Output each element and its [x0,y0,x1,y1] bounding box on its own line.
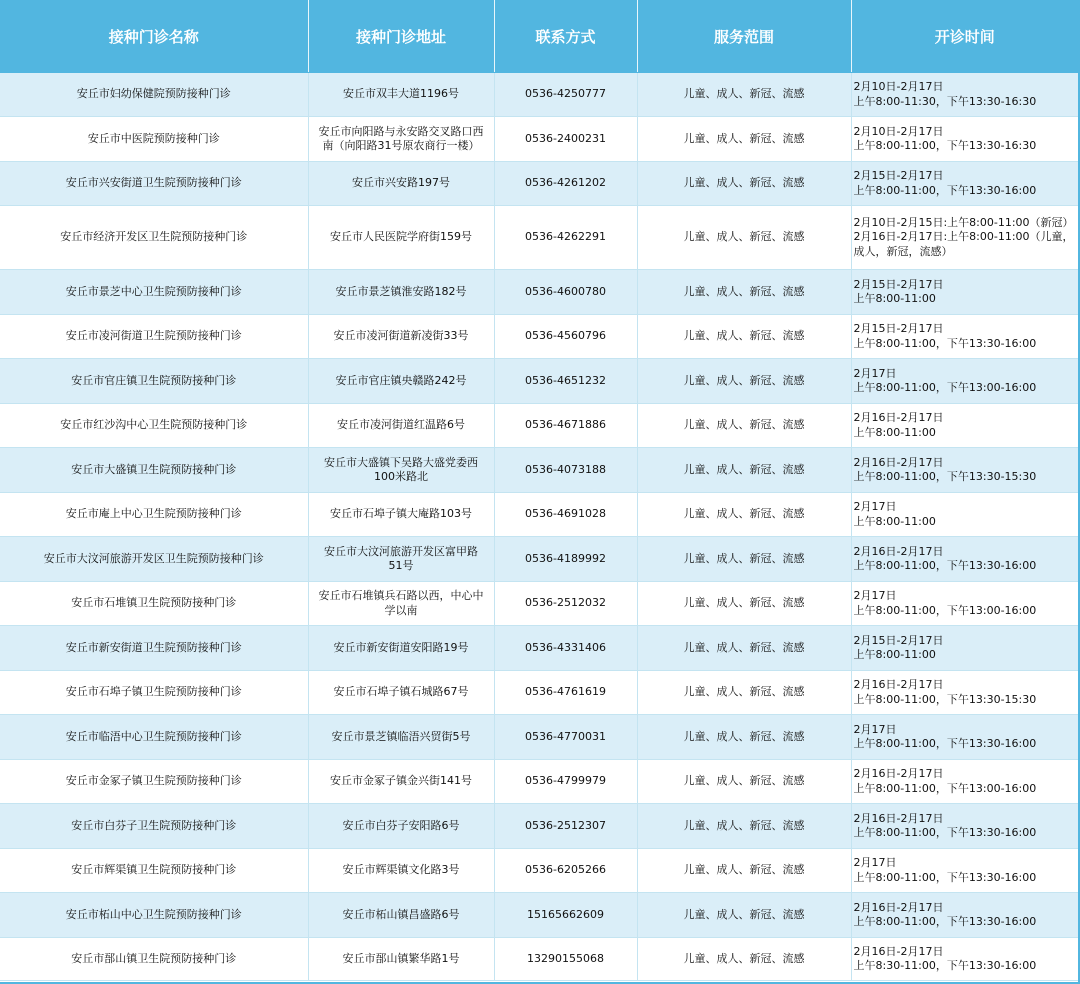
opening-time-line: 上午8:00-11:00 [853,425,936,439]
clinic-address-cell: 安丘市大汶河旅游开发区富甲路51号 [308,537,494,582]
opening-time-line: 上午8:00-11:00，下午13:30-16:00 [853,915,1037,928]
clinic-address-cell: 安丘市景芝镇临浯兴贸街5号 [308,715,494,760]
service-scope-cell: 儿童、成人、新冠、流感 [637,315,851,359]
opening-time-cell [851,117,1078,162]
opening-time-cell [851,582,1078,626]
table-row [0,804,1078,849]
service-scope-cell: 儿童、成人、新冠、流感 [637,448,851,493]
table-row [0,270,1078,315]
header-row [0,0,1078,73]
contact-phone-cell: 0536-4073188 [494,448,637,493]
service-scope-cell: 儿童、成人、新冠、流感 [637,359,851,404]
opening-time-line: 2月17日 [853,856,897,869]
header-contact: 联系方式 [494,0,637,73]
opening-time-line: 上午8:00-11:00，下午13:30-16:00 [853,336,1037,350]
table-row [0,162,1078,206]
table-row [0,849,1078,893]
contact-phone-cell: 0536-4671886 [494,404,637,448]
opening-time-cell [851,359,1078,404]
opening-time-cell [851,626,1078,671]
clinic-name-cell: 安丘市中医院预防接种门诊 [0,117,308,162]
opening-time-line: 2月15日-2月17日 [853,322,944,335]
table-body [0,73,1078,981]
table-row [0,493,1078,537]
contact-phone-cell: 0536-4799979 [494,760,637,804]
clinic-name-cell: 安丘市庵上中心卫生院预防接种门诊 [0,493,308,537]
opening-time-line: 2月16日-2月17日 [853,811,944,825]
opening-time-line: 2月16日-2月17日:上午8:00-11:00（儿童，成人，新冠，流感） [853,230,1074,258]
table-row [0,73,1078,117]
opening-time-line: 2月16日-2月17日 [853,767,944,780]
clinic-name-cell: 安丘市官庄镇卫生院预防接种门诊 [0,359,308,404]
clinic-address-cell: 安丘市金冢子镇金兴街141号 [308,760,494,804]
opening-time-cell [851,206,1078,270]
opening-time-cell [851,671,1078,715]
table-row [0,626,1078,671]
clinic-address-cell: 安丘市官庄镇央赣路242号 [308,359,494,404]
opening-time-line: 2月16日-2月17日 [853,678,944,691]
opening-time-line: 2月17日 [853,722,897,736]
contact-phone-cell: 15165662609 [494,893,637,938]
contact-phone-cell: 0536-4761619 [494,671,637,715]
clinic-name-cell: 安丘市经济开发区卫生院预防接种门诊 [0,206,308,270]
service-scope-cell: 儿童、成人、新冠、流感 [637,671,851,715]
opening-time-line: 2月16日-2月17日 [853,900,944,914]
opening-time-cell [851,537,1078,582]
opening-time-cell [851,315,1078,359]
opening-time-line: 上午8:00-11:00，下午13:30-16:00 [853,870,1037,884]
opening-time-cell [851,849,1078,893]
opening-time-line: 上午8:00-11:00，下午13:30-16:30 [853,139,1037,152]
opening-time-line: 上午8:00-11:00 [853,514,936,528]
opening-time-line: 2月16日-2月17日 [853,411,944,424]
opening-time-cell [851,715,1078,760]
opening-time-line: 2月15日-2月17日 [853,277,944,291]
table-header [0,0,1078,73]
contact-phone-cell: 0536-4331406 [494,626,637,671]
opening-time-line: 2月16日-2月17日 [853,455,944,469]
opening-time-cell [851,893,1078,938]
service-scope-cell: 儿童、成人、新冠、流感 [637,582,851,626]
header-opening-time: 开诊时间 [851,0,1078,73]
service-scope-cell: 儿童、成人、新冠、流感 [637,404,851,448]
clinic-address-cell: 安丘市大盛镇下吴路大盛党委西100米路北 [308,448,494,493]
service-scope-cell: 儿童、成人、新冠、流感 [637,804,851,849]
opening-time-line: 2月15日-2月17日 [853,633,944,647]
opening-time-cell [851,760,1078,804]
opening-time-line: 2月10日-2月17日 [853,80,944,93]
table-row [0,448,1078,493]
clinic-address-cell: 安丘市凌河街道红温路6号 [308,404,494,448]
table-row [0,760,1078,804]
opening-time-line: 2月16日-2月17日 [853,944,944,958]
clinic-address-cell: 安丘市郚山镇繁华路1号 [308,938,494,981]
clinic-name-cell: 安丘市妇幼保健院预防接种门诊 [0,73,308,117]
table-row [0,206,1078,270]
clinic-name-cell: 安丘市石埠子镇卫生院预防接种门诊 [0,671,308,715]
table-row [0,117,1078,162]
clinic-address-cell: 安丘市辉渠镇文化路3号 [308,849,494,893]
opening-time-line: 2月17日 [853,366,897,380]
contact-phone-cell: 0536-6205266 [494,849,637,893]
opening-time-line: 上午8:00-11:30，下午13:30-16:30 [853,94,1037,108]
service-scope-cell: 儿童、成人、新冠、流感 [637,117,851,162]
clinic-address-cell: 安丘市双丰大道1196号 [308,73,494,117]
service-scope-cell: 儿童、成人、新冠、流感 [637,73,851,117]
opening-time-line: 上午8:00-11:00，下午13:30-15:30 [853,692,1037,706]
table-row [0,404,1078,448]
clinic-address-cell: 安丘市石埠子镇石城路67号 [308,671,494,715]
opening-time-line: 上午8:00-11:00 [853,648,936,661]
opening-time-cell [851,448,1078,493]
contact-phone-cell: 0536-4262291 [494,206,637,270]
clinic-name-cell: 安丘市石堆镇卫生院预防接种门诊 [0,582,308,626]
service-scope-cell: 儿童、成人、新冠、流感 [637,715,851,760]
service-scope-cell: 儿童、成人、新冠、流感 [637,162,851,206]
table-row [0,938,1078,981]
contact-phone-cell: 0536-4691028 [494,493,637,537]
contact-phone-cell: 0536-4600780 [494,270,637,315]
opening-time-line: 上午8:00-11:00，下午13:30-16:00 [853,183,1037,197]
contact-phone-cell: 0536-2512307 [494,804,637,849]
clinic-name-cell: 安丘市郚山镇卫生院预防接种门诊 [0,938,308,981]
clinic-address-cell: 安丘市人民医院学府街159号 [308,206,494,270]
service-scope-cell: 儿童、成人、新冠、流感 [637,893,851,938]
opening-time-line: 上午8:00-11:00，下午13:00-16:00 [853,781,1037,795]
contact-phone-cell: 0536-4189992 [494,537,637,582]
clinic-name-cell: 安丘市景芝中心卫生院预防接种门诊 [0,270,308,315]
header-clinic-address: 接种门诊地址 [308,0,494,73]
service-scope-cell: 儿童、成人、新冠、流感 [637,537,851,582]
clinic-name-cell: 安丘市辉渠镇卫生院预防接种门诊 [0,849,308,893]
opening-time-line: 2月10日-2月17日 [853,124,944,138]
clinic-name-cell: 安丘市兴安街道卫生院预防接种门诊 [0,162,308,206]
contact-phone-cell: 0536-2512032 [494,582,637,626]
contact-phone-cell: 13290155068 [494,938,637,981]
opening-time-cell [851,804,1078,849]
service-scope-cell: 儿童、成人、新冠、流感 [637,849,851,893]
opening-time-line: 上午8:00-11:00，下午13:00-16:00 [853,603,1037,617]
opening-time-line: 上午8:00-11:00，下午13:30-16:00 [853,559,1037,572]
clinic-address-cell: 安丘市柘山镇昌盛路6号 [308,893,494,938]
header-clinic-name: 接种门诊名称 [0,0,308,73]
contact-phone-cell: 0536-4250777 [494,73,637,117]
opening-time-line: 2月17日 [853,589,897,602]
opening-time-line: 上午8:00-11:00，下午13:30-16:00 [853,826,1037,839]
opening-time-cell [851,404,1078,448]
service-scope-cell: 儿童、成人、新冠、流感 [637,760,851,804]
table-row [0,671,1078,715]
header-service-scope: 服务范围 [637,0,851,73]
contact-phone-cell: 0536-4560796 [494,315,637,359]
table-row [0,537,1078,582]
opening-time-cell [851,493,1078,537]
contact-phone-cell: 0536-4770031 [494,715,637,760]
service-scope-cell: 儿童、成人、新冠、流感 [637,206,851,270]
opening-time-cell [851,162,1078,206]
service-scope-cell: 儿童、成人、新冠、流感 [637,626,851,671]
opening-time-line: 2月17日 [853,500,897,513]
opening-time-line: 上午8:00-11:00 [853,292,936,305]
clinic-address-cell: 安丘市兴安路197号 [308,162,494,206]
table-row [0,715,1078,760]
opening-time-line: 上午8:00-11:00，下午13:30-16:00 [853,737,1037,750]
table-row [0,582,1078,626]
clinic-name-cell: 安丘市新安街道卫生院预防接种门诊 [0,626,308,671]
opening-time-line: 上午8:00-11:00，下午13:00-16:00 [853,381,1037,394]
opening-time-line: 上午8:00-11:00，下午13:30-15:30 [853,470,1037,483]
service-scope-cell: 儿童、成人、新冠、流感 [637,938,851,981]
contact-phone-cell: 0536-4261202 [494,162,637,206]
clinic-name-cell: 安丘市金冢子镇卫生院预防接种门诊 [0,760,308,804]
clinic-address-cell: 安丘市向阳路与永安路交叉路口西南（向阳路31号原农商行一楼） [308,117,494,162]
clinic-name-cell: 安丘市大汶河旅游开发区卫生院预防接种门诊 [0,537,308,582]
clinic-name-cell: 安丘市红沙沟中心卫生院预防接种门诊 [0,404,308,448]
clinic-address-cell: 安丘市石堆镇兵石路以西，中心中学以南 [308,582,494,626]
opening-time-line: 2月15日-2月17日 [853,169,944,182]
opening-time-line: 2月10日-2月15日:上午8:00-11:00（新冠） [853,215,1074,229]
clinic-name-cell: 安丘市柘山中心卫生院预防接种门诊 [0,893,308,938]
opening-time-cell [851,73,1078,117]
clinic-name-cell: 安丘市大盛镇卫生院预防接种门诊 [0,448,308,493]
table-row [0,315,1078,359]
opening-time-cell [851,938,1078,981]
clinic-address-cell: 安丘市石埠子镇大庵路103号 [308,493,494,537]
clinic-address-cell: 安丘市白芬子安阳路6号 [308,804,494,849]
opening-time-line: 上午8:30-11:00，下午13:30-16:00 [853,959,1037,972]
service-scope-cell: 儿童、成人、新冠、流感 [637,270,851,315]
clinic-name-cell: 安丘市白芬子卫生院预防接种门诊 [0,804,308,849]
clinic-name-cell: 安丘市凌河街道卫生院预防接种门诊 [0,315,308,359]
table-row [0,893,1078,938]
table-row [0,359,1078,404]
contact-phone-cell: 0536-2400231 [494,117,637,162]
contact-phone-cell: 0536-4651232 [494,359,637,404]
opening-time-cell [851,270,1078,315]
opening-time-line: 2月16日-2月17日 [853,544,944,558]
clinic-address-cell: 安丘市新安街道安阳路19号 [308,626,494,671]
service-scope-cell: 儿童、成人、新冠、流感 [637,493,851,537]
clinic-address-cell: 安丘市景芝镇淮安路182号 [308,270,494,315]
clinic-name-cell: 安丘市临浯中心卫生院预防接种门诊 [0,715,308,760]
clinic-address-cell: 安丘市凌河街道新凌街33号 [308,315,494,359]
